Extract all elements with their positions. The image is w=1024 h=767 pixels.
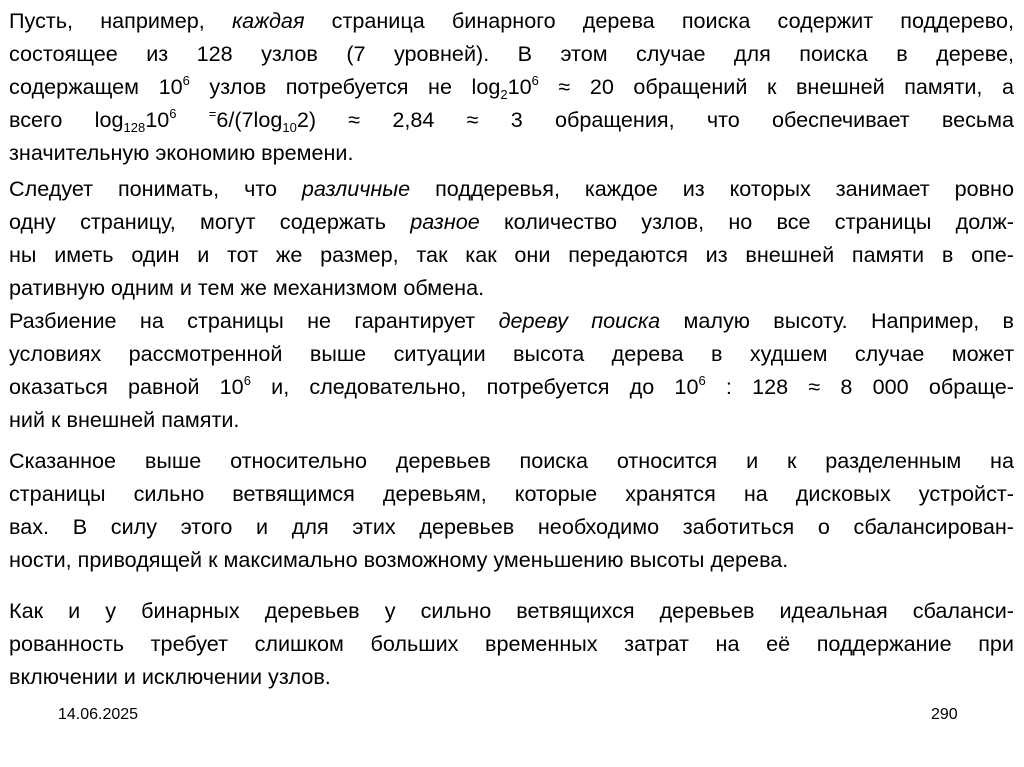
text-line: вах. В силу этого и для этих деревьев необходимо заботиться о сбалансирован- bbox=[9, 514, 1014, 539]
text-line: страницы сильно ветвящимся деревьям, которые хранятся на дисковых устройст- bbox=[9, 481, 1014, 506]
superscript: 6 bbox=[698, 373, 706, 388]
text-line: ны иметь один и тот же размер, так как они передаются из внешней памяти в опе- bbox=[9, 242, 1014, 267]
subscript: 128 bbox=[123, 120, 146, 135]
text-line: включении и исключении узлов. bbox=[9, 664, 331, 689]
superscript: 6 bbox=[531, 73, 539, 88]
text-line: состоящее из 128 узлов (7 уровней). В этом случае для поиска в дереве, bbox=[9, 41, 1014, 66]
paragraph-4 bbox=[9, 444, 1014, 576]
subscript: 10 bbox=[282, 120, 297, 135]
emphasis-text: различные bbox=[301, 176, 411, 201]
emphasis-text: дереву поиска bbox=[498, 308, 661, 333]
text-line: значительную экономию времени. bbox=[9, 140, 354, 165]
text-line: всего $\log_{128}10^6$ $^=6/(7\log_{10}2) \approx 2,84 \approx 3$ обращения, что обеспечивает весьма bbox=[9, 106, 1015, 135]
paragraph-3 bbox=[9, 304, 1014, 436]
emphasis-text: разное bbox=[410, 209, 480, 234]
text-line: одну страницу, могут содержать разное количество узлов, но все страницы долж- bbox=[9, 209, 1014, 234]
text-line: ративную одним и тем же механизмом обмена. bbox=[9, 275, 485, 300]
paragraph-1 bbox=[9, 4, 1014, 169]
text-line: Пусть, например, каждая страница бинарного дерева поиска содержит поддерево, bbox=[9, 8, 1014, 33]
text-line: ний к внешней памяти. bbox=[9, 407, 240, 432]
footer-date: 14.06.2025 bbox=[58, 706, 139, 723]
text-line: Разбиение на страницы не гарантирует дереву поиска малую высоту. Например, в bbox=[9, 308, 1015, 333]
text-line: Сказанное выше относительно деревьев поиска относится и к разделенным на bbox=[9, 448, 1014, 473]
text-line: рованность требует слишком больших временных затрат на её поддержание при bbox=[9, 631, 1014, 656]
superscript: 6 bbox=[243, 373, 251, 388]
text-line: Следует понимать, что различные поддеревья, каждое из которых занимает ровно bbox=[9, 176, 1014, 201]
text-line: Как и у бинарных деревьев у сильно ветвящихся деревьев идеальная сбаланси- bbox=[9, 598, 1014, 623]
superscript: 6 bbox=[182, 73, 190, 88]
superscript: = bbox=[208, 106, 217, 121]
emphasis-text: каждая bbox=[231, 8, 305, 33]
superscript: 6 bbox=[169, 106, 177, 121]
footer-page-number: 290 bbox=[931, 706, 958, 723]
text-line: содержащем $10^6$ узлов потребуется не $\log_210^6 \approx 20$ обращений к внешней памяти, а bbox=[9, 73, 1014, 102]
paragraph-5 bbox=[9, 594, 1014, 693]
subscript: 2 bbox=[500, 87, 508, 102]
text-line: оказаться равной $10^6$ и, следовательно, потребуется до $10^6$ : 128 ≈ 8 000 обраще- bbox=[9, 373, 1014, 399]
text-line: ности, приводящей к максимально возможному уменьшению высоты дерева. bbox=[9, 547, 789, 572]
paragraph-2 bbox=[9, 172, 1014, 304]
text-line: условиях рассмотренной выше ситуации высота дерева в худшем случае может bbox=[9, 341, 1014, 366]
